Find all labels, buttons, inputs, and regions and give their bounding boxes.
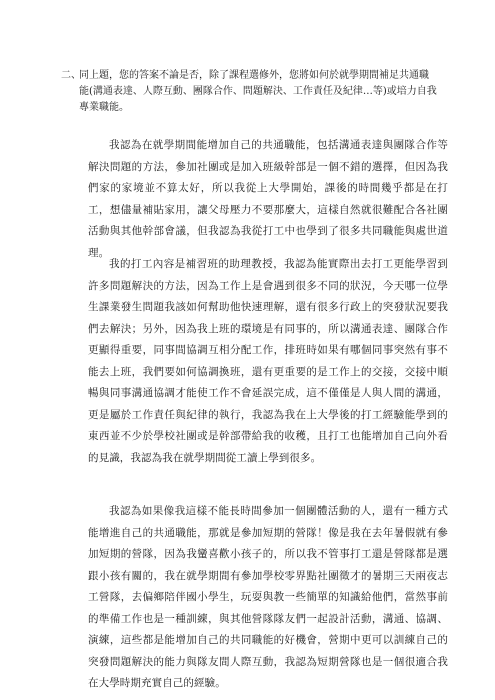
question-block <box>62 68 437 116</box>
question-number: 二、 <box>61 70 81 81</box>
question-text: 同上題，您的答案不論是否，除了課程選修外，您將如何於就學期間補足共通職能(溝通表達、人際互動、團隊合作、問題解決、工作責任及紀律…等)或培力自我專業職能。 <box>79 70 437 113</box>
answer-paragraph-2: 我的打工內容是補習班的助理教授，我認為能實際出去打工更能學習到許多問題解決的方法，因為工作上是會遇到很多不同的狀況，今天哪一位學生課業發生問題我該如何幫助他快速理解，還有很多行政上的突發狀況要我們去解決；另外，因為我上班的環境是有同事的，所以溝通表達、團隊合作更顯得重要，同事間協調互相分配工作，排班時如果有哪個同事突然有事不能去上班，我們要如何協調換班，還有更重要的是工作上的交接，交接中順暢與同事溝通協調才能使工作不會延誤完成，這不僅僅是人與人間的溝通，更是屬於工作責任與紀律的執行，我認為我在上大學後的打工經驗能學到的東西並不少於學校社團或是幹部帶給我的收穫，且打工也能增加自己向外看的見識，我認為我在就學期間從工讀上學到很多。 <box>88 258 448 464</box>
answer-paragraph-1: 我認為在就學期間能增加自己的共通職能，包括溝通表達與團隊合作等解決問題的方法，參加社團或是加入班級幹部是一個不錯的選擇，但因為我們家的家境並不算太好，所以我從上大學開始，課後的時間幾乎都是在打工，想儘量補貼家用，讓父母壓力不要那麼大，這樣自然就很難配合各社團活動與其他幹部會議，但我認為我從打工中也學到了很多共同職能與處世道理。 <box>88 139 448 259</box>
answer-paragraph-3: 我認為如果像我這樣不能長時間參加一個團體活動的人，還有一種方式能增進自己的共通職能，那就是參加短期的營隊！像是我在去年暑假就有參加短期的營隊，因為我蠻喜歡小孩子的，所以我不管事打工還是營隊都是選跟小孩有關的，我在就學期間有參加學校零界點社團徵才的暑期三天兩夜志工營隊，去偏鄉陪伴國小學生，玩耍與教一些簡單的知識給他們，當然事前的準備工作也是一種訓練，與其他營隊隊友們一起設計活動，溝通、協調、演練，這些都是能增加自己的共同職能的好機會，營期中更可以訓練自己的突發問題解決的能力與隊友間人際互動，我認為短期營隊也是一個很適合我在大學時期充實自己的經驗。 <box>88 505 448 689</box>
